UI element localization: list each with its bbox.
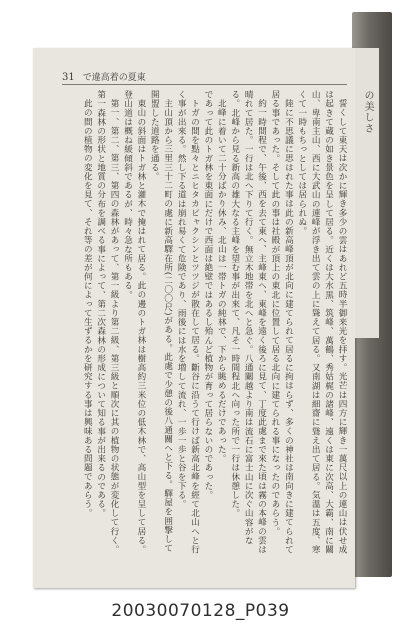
body-paragraph: トガの間を點々とニヒタカビャクシンとツツジが散在して居る。斷谷に沿うて行けば新高北峰を經て北山へと行く事が出來る。然し下る道は崩れ易くて危険であり、雨後には水を増して流れ、一歩一歩と谷を下る。 xyxy=(176,90,200,554)
body-text xyxy=(56,90,348,560)
body-paragraph: 第一、第二、第三、第四の森林があって、第一級より第二級、第三級と順次に其の植物の状態が変化して行く。第一森林の形状と地質の分布を調べる事によって、第二次森林の形成について知る事が出来るのである。 xyxy=(95,90,120,554)
adjacent-page-text: の美しさ xyxy=(362,90,373,134)
body-paragraph: 主山頂から三里三十二町の處に新高驛在所(二〇〇尺)がある。此處で少憩の後八通關へと下る。驛屋を囲撃して開盟した道路を通る。 xyxy=(149,90,173,553)
body-paragraph: であって此のトガ林を東面にだけで西面は絶壁ではあるし殆んど植物が育って居らないのであった。 xyxy=(202,90,213,500)
running-title: で違高着の夏東 xyxy=(82,73,146,83)
body-paragraph: 此の間の植物の変化を見て、それ等の差が何によって生ずるかを研究する事は興味ある問題であらう。 xyxy=(82,98,93,518)
page-number: 31 xyxy=(62,72,75,83)
body-paragraph: 約一時間程で、午後、西を去て東へ、主峰東へ、東峰を遠く後ろに見て、丁度此處まで來た頃は霧の本峰の雲は晴れて居た。一行は北へ下りて行く。無立木地帯を北へと急ぐ。八通關越より南は流石に富士山に次ぐ山容がなる。北峰から見る新高の雄大なる主峰を望む事が出來て、凡そ一時間程北へ向った所で一行は休憩した。 xyxy=(229,90,267,554)
body-paragraph: 北峰に着いて二十分ばかり休み、北山は一帯トガの純林で、下から眺めるだけであった。 xyxy=(216,98,227,463)
running-header xyxy=(62,70,146,83)
body-paragraph: 誓くして東天は次かに輝き多少の雲はあれど五時半御来光を拝す。光芒は四方に輝き一萬尺以上の連山は伏せ成は起きて蔵の如き景色を呈して居る。近くは大水黒、筑峰、萬鶴、秀姑梶の諸峰、遠くは東に次高、大霸、南に關山、卑南主山、西に大武山の連峰が浮き出て雲の上に聳えて居る。又南湖は細齋に聳え出て居る。気溫は五度、寒くて一時もちっとしては居られぬ。 xyxy=(296,90,347,555)
body-paragraph: 東山の斜面はトガ林と灌木で掩はれて居る。此の邊のトガ林は樹高約三米位の低木林で、高山型を呈して居る。登山道は概ね緩傾斜であるが、時々急な所もある。 xyxy=(122,90,146,554)
image-caption: 20030070128_P039 xyxy=(111,601,290,621)
header-rule xyxy=(62,84,347,85)
body-paragraph: 陸に不思議に思はれた事は此の新高峰頂が北向に建てられて居るに拘はらず、多くの神社は南向きに建てられて居る事であった。そして此の事は社殿が頂上の東北に位置して居る北向に建てられる事になったのであらう。 xyxy=(269,90,294,554)
